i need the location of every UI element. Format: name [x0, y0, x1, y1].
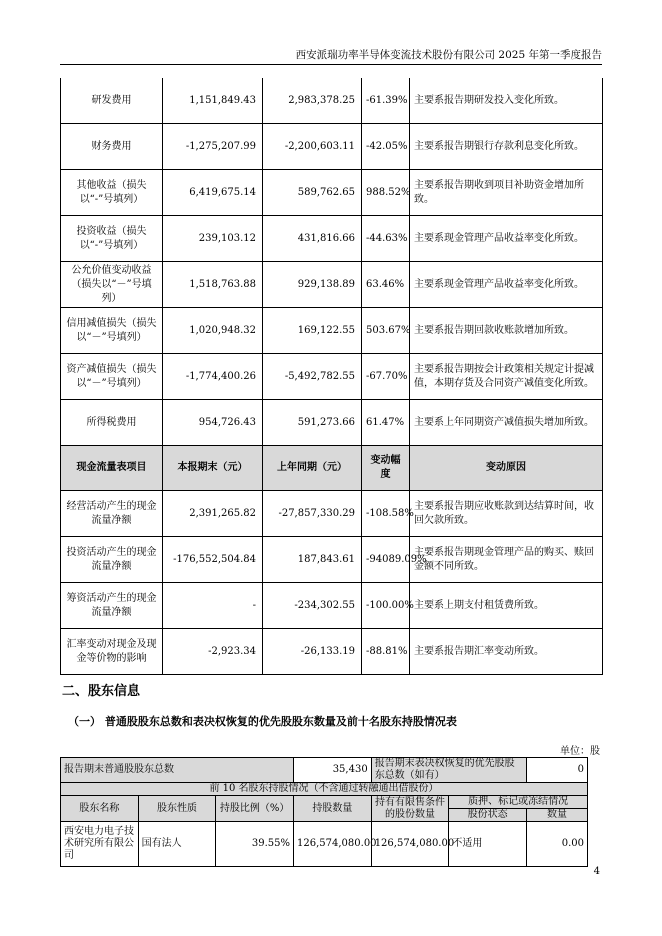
- cashflow-header-prior: 上年同期（元）: [263, 446, 362, 491]
- income-row: [61, 170, 603, 216]
- row-change-rate: -44.63%: [362, 216, 410, 262]
- row-prior-value: 2,983,378.25: [263, 78, 362, 124]
- row-current-value: 1,020,948.32: [163, 308, 263, 354]
- row-change-rate: -100.00%: [362, 583, 410, 629]
- row-prior-value: -27,857,330.29: [263, 491, 362, 537]
- row-reason: 主要系现金管理产品收益率变化所致。: [410, 216, 603, 262]
- row-prior-value: -2,200,603.11: [263, 124, 362, 170]
- row-prior-value: -26,133.19: [263, 629, 362, 675]
- income-row: [61, 78, 603, 124]
- row-reason: 主要系报告期按会计政策相关规定计提减值，本期存货及合同资产减值变化所致。: [410, 354, 603, 400]
- cashflow-row: [61, 491, 603, 537]
- section-title: 二、股东信息: [62, 684, 141, 699]
- row-current-value: -: [163, 583, 263, 629]
- financial-changes-table: [60, 78, 603, 675]
- cashflow-row: [61, 629, 603, 675]
- row-change-rate: -88.81%: [362, 629, 410, 675]
- row-prior-value: -5,492,782.55: [263, 354, 362, 400]
- top10-caption-row: [61, 783, 588, 796]
- row-change-rate: -61.39%: [362, 78, 410, 124]
- cashflow-header-current: 本报期末（元）: [163, 446, 263, 491]
- unit-label: 单位：股: [560, 746, 600, 757]
- row-current-value: -1,774,400.26: [163, 354, 263, 400]
- row-reason: 主要系报告期汇率变动所致。: [410, 629, 603, 675]
- row-current-value: -2,923.34: [163, 629, 263, 675]
- income-row: [61, 400, 603, 446]
- cashflow-header-change: 变动幅度: [362, 446, 410, 491]
- holder-status: 不适用: [449, 822, 527, 867]
- section-subtitle: （一） 普通股股东总数和表决权恢复的优先股股东数量及前十名股东持股情况表: [68, 715, 457, 728]
- row-change-rate: 503.67%: [362, 308, 410, 354]
- row-change-rate: -42.05%: [362, 124, 410, 170]
- row-prior-value: 169,122.55: [263, 308, 362, 354]
- income-row: [61, 308, 603, 354]
- row-reason: 主要系报告期收到项目补助资金增加所致。: [410, 170, 603, 216]
- row-current-value: 1,151,849.43: [163, 78, 263, 124]
- row-reason: 主要系报告期研发投入变化所致。: [410, 78, 603, 124]
- header-restricted: 持有有限售条件的股份数量: [371, 796, 449, 822]
- header-nature: 股东性质: [138, 796, 216, 822]
- cashflow-header-item: 现金流量表项目: [61, 446, 163, 491]
- holder-ratio: 39.55%: [216, 822, 294, 867]
- row-item: 信用减值损失（损失以“－”号填列）: [61, 308, 163, 354]
- row-current-value: 2,391,265.82: [163, 491, 263, 537]
- income-row: [61, 124, 603, 170]
- cashflow-header-reason: 变动原因: [410, 446, 603, 491]
- income-rows: [61, 78, 603, 446]
- row-item: 所得税费用: [61, 400, 163, 446]
- total-holders-value: 35,430: [294, 758, 372, 783]
- shareholder-header-row-1: [61, 796, 588, 809]
- row-item: 投资活动产生的现金流量净额: [61, 537, 163, 583]
- row-current-value: 954,726.43: [163, 400, 263, 446]
- income-row: [61, 354, 603, 400]
- row-reason: 主要系上期支付租赁费所致。: [410, 583, 603, 629]
- row-current-value: -176,552,504.84: [163, 537, 263, 583]
- row-prior-value: -234,302.55: [263, 583, 362, 629]
- row-item: 公允价值变动收益（损失以“－”号填列）: [61, 262, 163, 308]
- row-item: 经营活动产生的现金流量净额: [61, 491, 163, 537]
- shareholder-rows: [61, 822, 588, 867]
- row-item: 研发费用: [61, 78, 163, 124]
- cashflow-rows: [61, 491, 603, 675]
- header-qty: 持股数量: [294, 796, 372, 822]
- row-item: 投资收益（损失以“-”号填列）: [61, 216, 163, 262]
- row-prior-value: 187,843.61: [263, 537, 362, 583]
- holder-count: 0.00: [527, 822, 588, 867]
- header-divider: [60, 64, 602, 65]
- pref-holders-value: 0: [527, 758, 588, 783]
- holder-nature: 国有法人: [138, 822, 216, 867]
- row-prior-value: 589,762.65: [263, 170, 362, 216]
- row-prior-value: 929,138.89: [263, 262, 362, 308]
- shareholder-row: [61, 822, 588, 867]
- header-ratio: 持股比例（%）: [216, 796, 294, 822]
- row-change-rate: 63.46%: [362, 262, 410, 308]
- report-header-title: 西安派瑞功率半导体变流技术股份有限公司 2025 年第一季度报告: [295, 49, 602, 61]
- holder-name: 西安电力电子技术研究所有限公司: [61, 822, 139, 867]
- row-change-rate: -108.58%: [362, 491, 410, 537]
- row-prior-value: 431,816.66: [263, 216, 362, 262]
- holder-restricted: 126,574,080.00: [371, 822, 449, 867]
- row-reason: 主要系报告期回款收账款增加所致。: [410, 308, 603, 354]
- header-status: 股份状态: [449, 809, 527, 822]
- row-reason: 主要系现金管理产品收益率变化所致。: [410, 262, 603, 308]
- row-current-value: 239,103.12: [163, 216, 263, 262]
- row-item: 其他收益（损失以“-”号填列）: [61, 170, 163, 216]
- row-reason: 主要系报告期应收账款到达结算时间，收回欠款所致。: [410, 491, 603, 537]
- header-pledge: 质押、标记或冻结情况: [449, 796, 588, 809]
- row-current-value: -1,275,207.99: [163, 124, 263, 170]
- row-item: 资产减值损失（损失以“－”号填列）: [61, 354, 163, 400]
- cashflow-row: [61, 537, 603, 583]
- cashflow-row: [61, 583, 603, 629]
- row-change-rate: -94089.09%: [362, 537, 410, 583]
- row-change-rate: -67.70%: [362, 354, 410, 400]
- row-change-rate: 61.47%: [362, 400, 410, 446]
- income-row: [61, 216, 603, 262]
- income-row: [61, 262, 603, 308]
- row-current-value: 1,518,763.88: [163, 262, 263, 308]
- row-reason: 主要系报告期银行存款利息变化所致。: [410, 124, 603, 170]
- row-item: 汇率变动对现金及现金等价物的影响: [61, 629, 163, 675]
- page-number: 4: [593, 866, 600, 877]
- row-prior-value: 591,273.66: [263, 400, 362, 446]
- pref-holders-label: 报告期末表决权恢复的优先股股东总数（如有）: [371, 758, 526, 783]
- header-count: 数量: [527, 809, 588, 822]
- header-name: 股东名称: [61, 796, 139, 822]
- total-holders-label: 报告期末普通股股东总数: [61, 758, 294, 783]
- row-reason: 主要系报告期现金管理产品的购买、赎回金额不同所致。: [410, 537, 603, 583]
- row-reason: 主要系上年同期资产减值损失增加所致。: [410, 400, 603, 446]
- shareholder-table: [60, 757, 588, 867]
- row-current-value: 6,419,675.14: [163, 170, 263, 216]
- holder-qty: 126,574,080.00: [294, 822, 372, 867]
- shareholder-total-row: [61, 758, 588, 783]
- row-item: 筹资活动产生的现金流量净额: [61, 583, 163, 629]
- top10-caption: 前 10 名股东持股情况（不含通过转融通出借股份）: [61, 783, 588, 796]
- row-change-rate: 988.52%: [362, 170, 410, 216]
- row-item: 财务费用: [61, 124, 163, 170]
- cashflow-header-row: [61, 446, 603, 491]
